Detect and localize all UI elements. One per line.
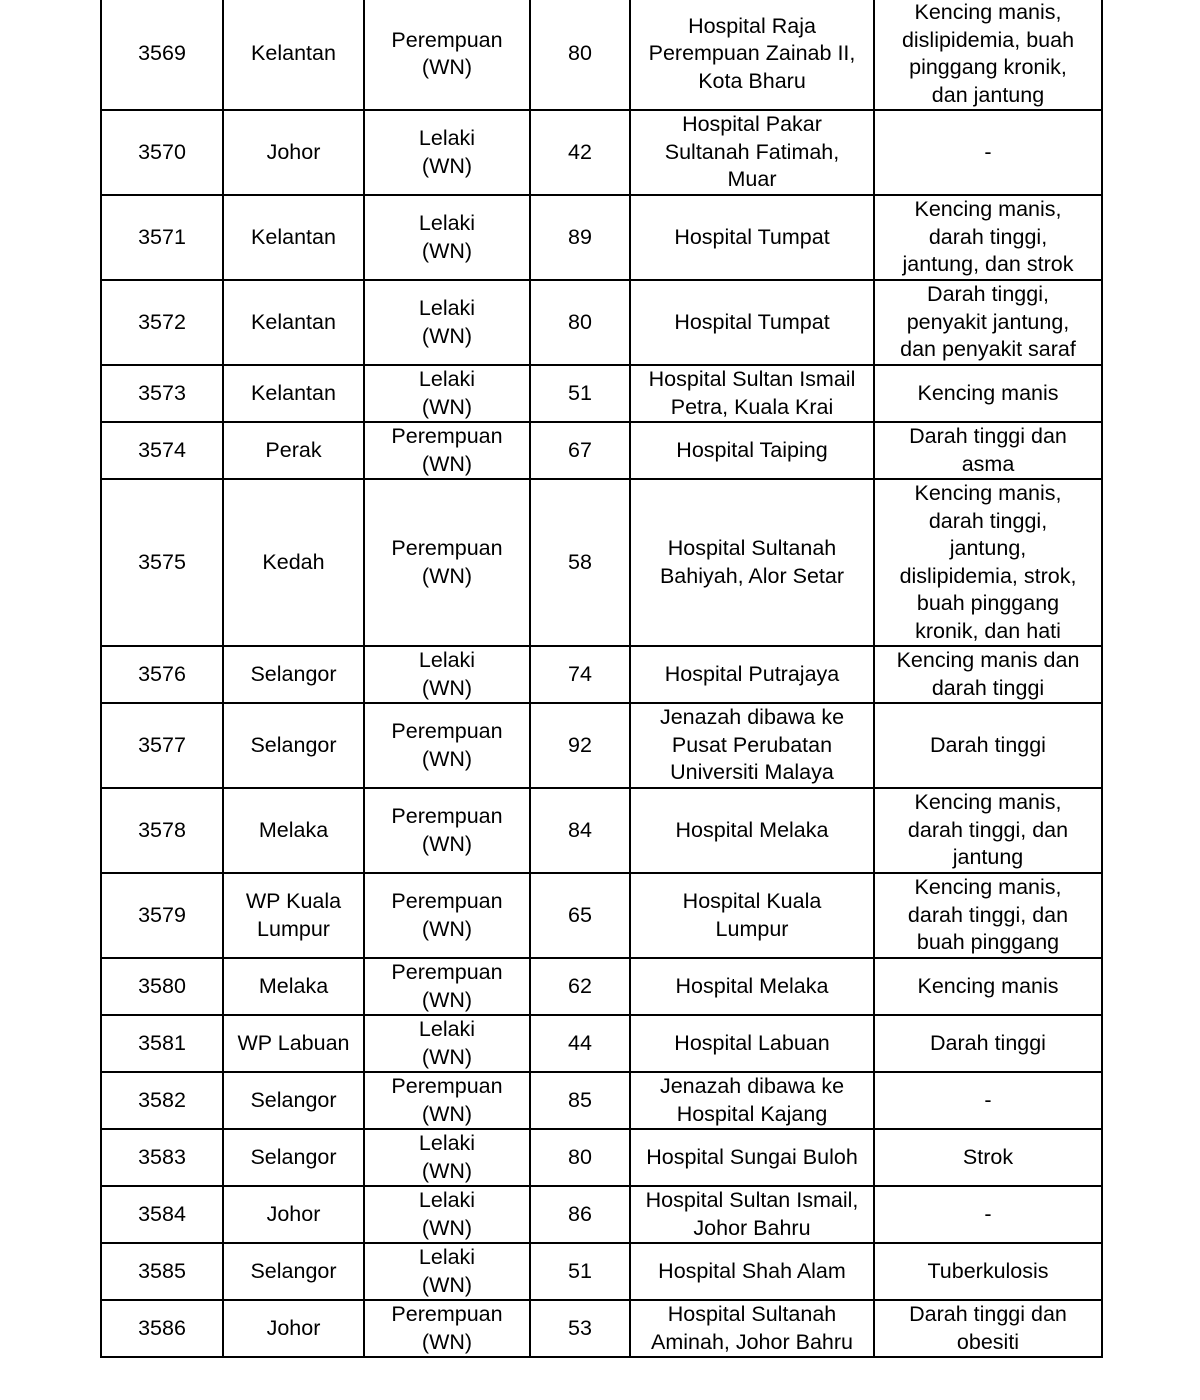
comorbidity-line: darah tinggi bbox=[931, 675, 1045, 700]
gender-status-cell bbox=[364, 788, 530, 873]
state-cell: Kelantan bbox=[223, 365, 364, 422]
comorbidity-cell bbox=[874, 365, 1102, 422]
hospital-cell bbox=[630, 1186, 874, 1243]
comorbidity-line: dan penyakit saraf bbox=[900, 337, 1076, 362]
comorbidity-line: darah tinggi, bbox=[928, 224, 1048, 249]
hospital-line: Hospital Putrajaya bbox=[664, 661, 840, 686]
hospital-line: Hospital Melaka bbox=[675, 973, 829, 998]
hospital-line: Perempuan Zainab II, bbox=[648, 41, 856, 66]
comorbidity-line: - bbox=[984, 1087, 992, 1112]
hospital-line: Muar bbox=[727, 167, 777, 192]
table-row bbox=[101, 0, 1102, 110]
hospital-cell bbox=[630, 479, 874, 646]
gender-status-line: Perempuan bbox=[391, 889, 503, 913]
comorbidity-line: jantung, bbox=[949, 536, 1027, 560]
comorbidity-line: darah tinggi, bbox=[928, 508, 1048, 533]
state-cell: Selangor bbox=[223, 646, 364, 703]
gender-status-cell bbox=[364, 280, 530, 365]
comorbidity-cell bbox=[874, 703, 1102, 788]
age-cell: 80 bbox=[530, 0, 630, 110]
comorbidity-line: dislipidemia, strok, bbox=[899, 563, 1077, 588]
gender-status-line: Perempuan bbox=[391, 424, 503, 448]
case-number-cell: 3572 bbox=[101, 280, 223, 365]
age-cell: 80 bbox=[530, 1129, 630, 1186]
case-number-cell: 3571 bbox=[101, 195, 223, 280]
hospital-line: Hospital Melaka bbox=[675, 817, 829, 842]
comorbidity-cell bbox=[874, 1243, 1102, 1300]
state-cell: Perak bbox=[223, 422, 364, 479]
hospital-line: Hospital Pakar bbox=[682, 112, 822, 137]
gender-status-line: Lelaki bbox=[418, 1188, 476, 1212]
hospital-line: Bahiyah, Alor Setar bbox=[659, 563, 845, 588]
gender-status-line: (WN) bbox=[421, 451, 473, 476]
gender-status-line: Lelaki bbox=[418, 1131, 476, 1155]
comorbidity-line: Tuberkulosis bbox=[927, 1258, 1049, 1283]
comorbidity-line: Kencing manis, bbox=[914, 790, 1062, 815]
comorbidity-line: Kencing manis, bbox=[914, 875, 1062, 900]
comorbidity-cell bbox=[874, 479, 1102, 646]
table-row bbox=[101, 703, 1102, 788]
comorbidity-cell bbox=[874, 873, 1102, 958]
hospital-line: Hospital Labuan bbox=[674, 1030, 830, 1055]
hospital-line: Hospital Tumpat bbox=[674, 224, 830, 249]
hospital-line: Hospital Tumpat bbox=[674, 309, 830, 334]
table-body bbox=[101, 0, 1102, 1357]
case-number-cell: 3576 bbox=[101, 646, 223, 703]
hospital-cell bbox=[630, 422, 874, 479]
comorbidity-line: Darah tinggi dan bbox=[909, 424, 1067, 448]
comorbidity-line: dislipidemia, buah bbox=[901, 27, 1075, 52]
state-cell: Selangor bbox=[223, 1243, 364, 1300]
gender-status-line: (WN) bbox=[421, 916, 473, 941]
case-number-cell: 3575 bbox=[101, 479, 223, 646]
gender-status-line: Perempuan bbox=[391, 536, 503, 560]
gender-status-line: Perempuan bbox=[391, 27, 503, 52]
gender-status-line: Perempuan bbox=[391, 1302, 503, 1326]
case-number-cell: 3581 bbox=[101, 1015, 223, 1072]
hospital-line: Kota Bharu bbox=[698, 68, 806, 93]
comorbidity-cell bbox=[874, 110, 1102, 195]
hospital-line: Hospital Taiping bbox=[676, 437, 828, 462]
comorbidity-cell bbox=[874, 1072, 1102, 1129]
age-cell: 74 bbox=[530, 646, 630, 703]
comorbidity-line: Strok bbox=[962, 1144, 1014, 1169]
hospital-cell bbox=[630, 703, 874, 788]
comorbidity-line: Kencing manis, bbox=[914, 197, 1062, 222]
hospital-line: Jenazah dibawa ke bbox=[659, 705, 845, 730]
case-number-cell: 3570 bbox=[101, 110, 223, 195]
hospital-cell bbox=[630, 1300, 874, 1357]
case-number-cell: 3578 bbox=[101, 788, 223, 873]
gender-status-line: (WN) bbox=[421, 1329, 473, 1354]
gender-status-line: (WN) bbox=[421, 746, 473, 771]
gender-status-line: Perempuan bbox=[391, 960, 503, 984]
age-cell: 84 bbox=[530, 788, 630, 873]
hospital-cell bbox=[630, 1243, 874, 1300]
comorbidity-line: buah pinggang bbox=[916, 591, 1060, 615]
table-row bbox=[101, 365, 1102, 422]
gender-status-line: Lelaki bbox=[418, 367, 476, 391]
comorbidity-line: kronik, dan hati bbox=[915, 618, 1061, 643]
hospital-cell bbox=[630, 1015, 874, 1072]
gender-status-line: Lelaki bbox=[418, 126, 476, 150]
comorbidity-cell bbox=[874, 422, 1102, 479]
gender-status-line: (WN) bbox=[421, 55, 473, 79]
comorbidity-line: buah pinggang bbox=[916, 930, 1060, 955]
hospital-cell bbox=[630, 110, 874, 195]
state-cell: Kelantan bbox=[223, 195, 364, 280]
hospital-cell bbox=[630, 280, 874, 365]
table-row bbox=[101, 646, 1102, 703]
age-cell: 80 bbox=[530, 280, 630, 365]
state-line: Lumpur bbox=[257, 916, 330, 941]
gender-status-cell bbox=[364, 646, 530, 703]
gender-status-cell bbox=[364, 1243, 530, 1300]
gender-status-line: (WN) bbox=[421, 153, 473, 178]
state-cell: WP Labuan bbox=[223, 1015, 364, 1072]
state-cell: Johor bbox=[223, 110, 364, 195]
hospital-line: Pusat Perubatan bbox=[671, 732, 833, 757]
table-row bbox=[101, 479, 1102, 646]
hospital-line: Hospital Sultanah bbox=[667, 1302, 837, 1326]
state-cell: Selangor bbox=[223, 1072, 364, 1129]
hospital-line: Hospital Sultan Ismail bbox=[648, 367, 856, 391]
age-cell: 67 bbox=[530, 422, 630, 479]
gender-status-line: (WN) bbox=[421, 394, 473, 419]
age-cell: 85 bbox=[530, 1072, 630, 1129]
comorbidity-cell bbox=[874, 195, 1102, 280]
gender-status-line: (WN) bbox=[421, 1158, 473, 1183]
case-number-cell: 3582 bbox=[101, 1072, 223, 1129]
table-row bbox=[101, 1186, 1102, 1243]
age-cell: 86 bbox=[530, 1186, 630, 1243]
gender-status-cell bbox=[364, 703, 530, 788]
hospital-cell bbox=[630, 788, 874, 873]
comorbidity-cell bbox=[874, 1015, 1102, 1072]
comorbidity-cell bbox=[874, 1300, 1102, 1357]
age-cell: 58 bbox=[530, 479, 630, 646]
table-row bbox=[101, 1015, 1102, 1072]
state-cell: Selangor bbox=[223, 1129, 364, 1186]
gender-status-line: Lelaki bbox=[418, 1017, 476, 1041]
hospital-line: Aminah, Johor Bahru bbox=[651, 1329, 853, 1354]
gender-status-cell bbox=[364, 195, 530, 280]
case-number-cell: 3583 bbox=[101, 1129, 223, 1186]
gender-status-cell bbox=[364, 873, 530, 958]
hospital-line: Hospital Kuala bbox=[682, 889, 822, 913]
hospital-line: Hospital Sultanah bbox=[667, 536, 837, 560]
gender-status-line: (WN) bbox=[421, 1101, 473, 1126]
comorbidity-line: Kencing manis bbox=[917, 380, 1059, 405]
gender-status-line: (WN) bbox=[421, 563, 473, 588]
hospital-cell bbox=[630, 195, 874, 280]
comorbidity-line: jantung, dan strok bbox=[902, 252, 1074, 277]
table-row bbox=[101, 1129, 1102, 1186]
case-number-cell: 3573 bbox=[101, 365, 223, 422]
state-cell: Melaka bbox=[223, 788, 364, 873]
age-cell: 92 bbox=[530, 703, 630, 788]
case-number-cell: 3579 bbox=[101, 873, 223, 958]
age-cell: 44 bbox=[530, 1015, 630, 1072]
hospital-line: Universiti Malaya bbox=[670, 760, 834, 785]
comorbidity-line: darah tinggi, dan bbox=[907, 902, 1069, 927]
table-row bbox=[101, 422, 1102, 479]
case-number-cell: 3584 bbox=[101, 1186, 223, 1243]
gender-status-line: (WN) bbox=[421, 1215, 473, 1240]
comorbidity-line: - bbox=[984, 139, 992, 164]
age-cell: 42 bbox=[530, 110, 630, 195]
hospital-cell bbox=[630, 365, 874, 422]
comorbidity-line: pinggang kronik, bbox=[909, 55, 1067, 79]
comorbidity-line: Kencing manis, bbox=[914, 481, 1062, 505]
hospital-line: Hospital Sungai Buloh bbox=[646, 1144, 858, 1169]
gender-status-cell bbox=[364, 110, 530, 195]
comorbidity-line: Darah tinggi, bbox=[927, 282, 1049, 307]
gender-status-cell bbox=[364, 1015, 530, 1072]
state-cell: Kelantan bbox=[223, 280, 364, 365]
case-number-cell: 3569 bbox=[101, 0, 223, 110]
state-cell: Kelantan bbox=[223, 0, 364, 110]
table-row bbox=[101, 788, 1102, 873]
hospital-cell bbox=[630, 0, 874, 110]
comorbidity-line: asma bbox=[961, 451, 1015, 476]
hospital-cell bbox=[630, 1129, 874, 1186]
comorbidity-line: obesiti bbox=[956, 1329, 1020, 1354]
comorbidity-line: darah tinggi, dan bbox=[907, 817, 1069, 842]
gender-status-line: Perempuan bbox=[391, 804, 503, 828]
gender-status-line: (WN) bbox=[421, 1272, 473, 1297]
state-cell: Melaka bbox=[223, 958, 364, 1015]
hospital-cell bbox=[630, 646, 874, 703]
table-row bbox=[101, 1243, 1102, 1300]
gender-status-cell bbox=[364, 422, 530, 479]
hospital-line: Lumpur bbox=[715, 916, 789, 941]
gender-status-cell bbox=[364, 1300, 530, 1357]
age-cell: 65 bbox=[530, 873, 630, 958]
comorbidity-line: penyakit jantung, bbox=[906, 309, 1070, 334]
age-cell: 51 bbox=[530, 1243, 630, 1300]
table-row bbox=[101, 958, 1102, 1015]
comorbidity-line: - bbox=[984, 1201, 992, 1226]
gender-status-line: (WN) bbox=[421, 831, 473, 856]
gender-status-line: Lelaki bbox=[418, 1245, 476, 1269]
state-cell: Selangor bbox=[223, 703, 364, 788]
gender-status-cell bbox=[364, 958, 530, 1015]
state-cell: Johor bbox=[223, 1300, 364, 1357]
gender-status-line: Perempuan bbox=[391, 719, 503, 743]
table-row bbox=[101, 110, 1102, 195]
comorbidity-line: Darah tinggi bbox=[930, 1030, 1046, 1055]
comorbidity-cell bbox=[874, 0, 1102, 110]
comorbidity-cell bbox=[874, 788, 1102, 873]
comorbidity-line: dan jantung bbox=[931, 82, 1045, 107]
table-row bbox=[101, 873, 1102, 958]
state-cell bbox=[223, 873, 364, 958]
comorbidity-cell bbox=[874, 280, 1102, 365]
hospital-line: Hospital Raja bbox=[688, 13, 816, 38]
hospital-line: Jenazah dibawa ke bbox=[659, 1074, 845, 1098]
gender-status-line: (WN) bbox=[421, 675, 473, 700]
case-number-cell: 3574 bbox=[101, 422, 223, 479]
comorbidity-line: Kencing manis, bbox=[914, 0, 1062, 24]
hospital-cell bbox=[630, 873, 874, 958]
gender-status-line: (WN) bbox=[421, 323, 473, 348]
comorbidity-line: jantung bbox=[952, 845, 1024, 870]
comorbidity-line: Darah tinggi bbox=[930, 732, 1046, 757]
gender-status-line: Lelaki bbox=[418, 648, 476, 672]
hospital-cell bbox=[630, 1072, 874, 1129]
hospital-line: Sultanah Fatimah, bbox=[664, 139, 840, 164]
comorbidity-line: Kencing manis dan bbox=[896, 648, 1080, 672]
comorbidity-cell bbox=[874, 646, 1102, 703]
case-number-cell: 3585 bbox=[101, 1243, 223, 1300]
case-number-cell: 3586 bbox=[101, 1300, 223, 1357]
table-row bbox=[101, 280, 1102, 365]
case-number-cell: 3580 bbox=[101, 958, 223, 1015]
gender-status-line: Lelaki bbox=[418, 296, 476, 320]
age-cell: 89 bbox=[530, 195, 630, 280]
comorbidity-cell bbox=[874, 1186, 1102, 1243]
gender-status-line: (WN) bbox=[421, 987, 473, 1012]
gender-status-cell bbox=[364, 365, 530, 422]
hospital-line: Petra, Kuala Krai bbox=[670, 394, 834, 419]
gender-status-line: Perempuan bbox=[391, 1074, 503, 1098]
hospital-line: Hospital Kajang bbox=[676, 1101, 828, 1126]
table-row bbox=[101, 195, 1102, 280]
hospital-line: Johor Bahru bbox=[693, 1215, 811, 1240]
gender-status-cell bbox=[364, 1129, 530, 1186]
gender-status-cell bbox=[364, 479, 530, 646]
table-row bbox=[101, 1300, 1102, 1357]
age-cell: 62 bbox=[530, 958, 630, 1015]
state-cell: Kedah bbox=[223, 479, 364, 646]
comorbidity-cell bbox=[874, 1129, 1102, 1186]
hospital-cell bbox=[630, 958, 874, 1015]
gender-status-cell bbox=[364, 0, 530, 110]
age-cell: 51 bbox=[530, 365, 630, 422]
comorbidity-line: Kencing manis bbox=[917, 973, 1059, 998]
comorbidity-cell bbox=[874, 958, 1102, 1015]
case-number-cell: 3577 bbox=[101, 703, 223, 788]
table-row bbox=[101, 1072, 1102, 1129]
state-cell: Johor bbox=[223, 1186, 364, 1243]
comorbidity-line: Darah tinggi dan bbox=[909, 1302, 1067, 1326]
gender-status-line: Lelaki bbox=[418, 211, 476, 235]
gender-status-line: (WN) bbox=[421, 1044, 473, 1069]
death-cases-table bbox=[100, 0, 1103, 1358]
age-cell: 53 bbox=[530, 1300, 630, 1357]
gender-status-cell bbox=[364, 1186, 530, 1243]
hospital-line: Hospital Sultan Ismail, bbox=[645, 1188, 859, 1212]
state-line: WP Kuala bbox=[245, 889, 342, 913]
gender-status-line: (WN) bbox=[421, 238, 473, 263]
hospital-line: Hospital Shah Alam bbox=[658, 1258, 846, 1283]
gender-status-cell bbox=[364, 1072, 530, 1129]
